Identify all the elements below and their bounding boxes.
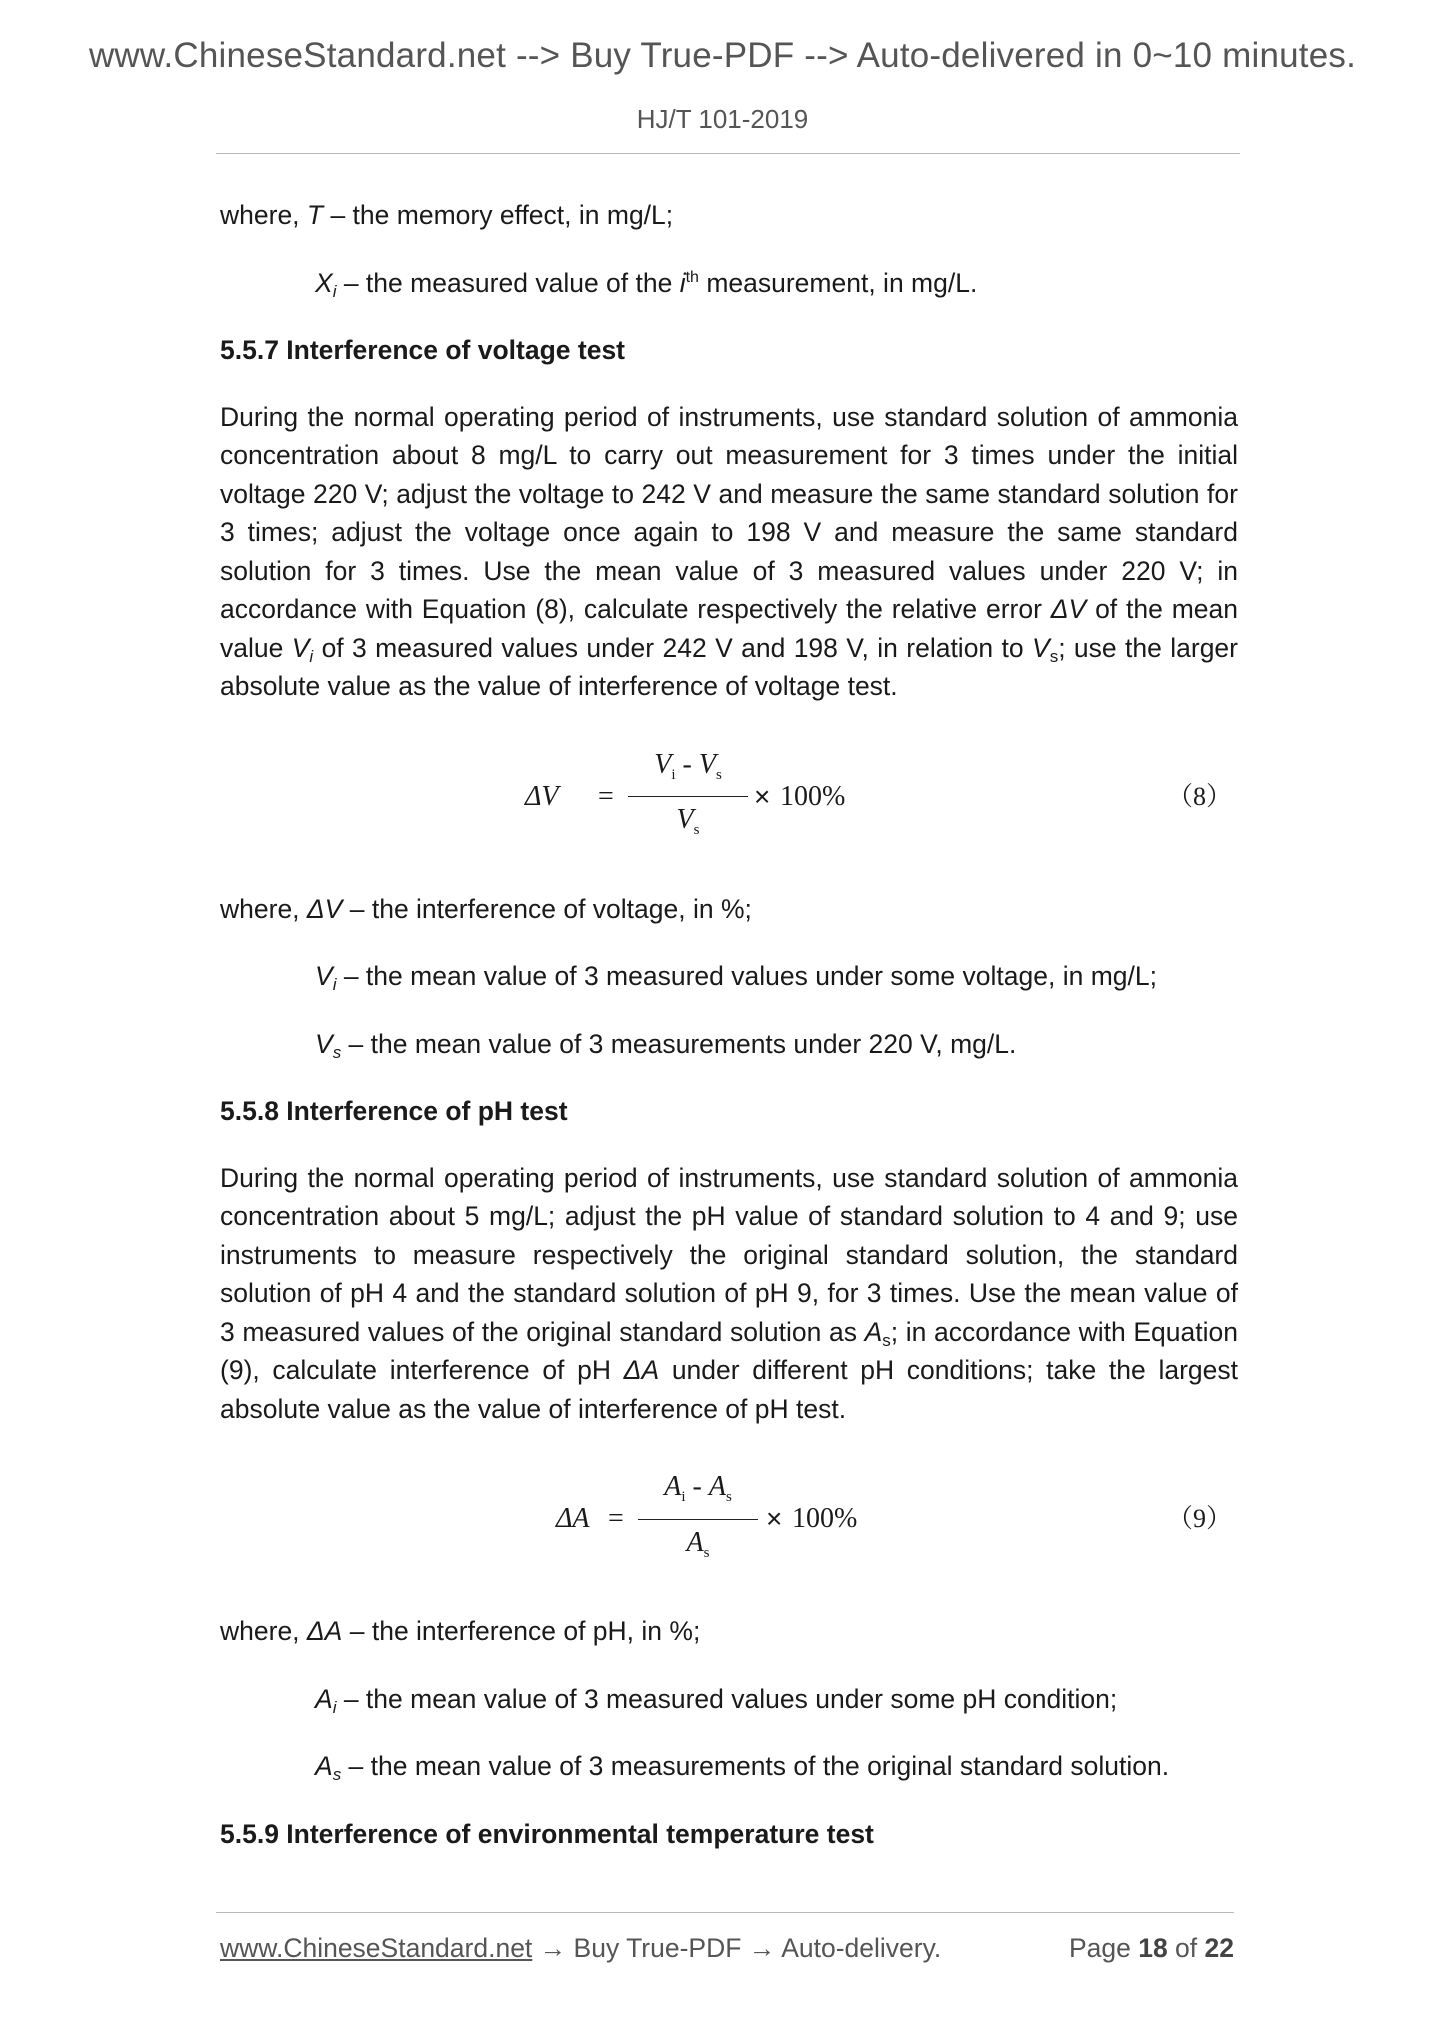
para-text: During the normal operating period of instruments, use standard solution of ammonia concentration about 8 mg/L to carry out measurement for 3 times under the initial voltage 220 V; adjust the voltage to 242 V and measure the same standard solution for 3 times; adjust the voltage once again to 198 V and measure the same standard solution for 3 times. Use the mean value of 3 measured values under 220 V; in accordance with Equation (8), calculate respectively the relative error bbox=[220, 401, 1238, 624]
equation-lhs: ΔV bbox=[525, 780, 559, 812]
arrow-icon: → bbox=[532, 1933, 574, 1963]
symbol-delta-a: ΔA bbox=[306, 1616, 343, 1646]
symbol-a: A bbox=[864, 1316, 883, 1347]
equation-9 bbox=[220, 1464, 1238, 1574]
of-label: of bbox=[1167, 1933, 1205, 1963]
memory-effect-def-t bbox=[220, 196, 1238, 235]
def-text: – the mean value of 3 measurements of the original standard solution. bbox=[341, 1751, 1170, 1781]
symbol-v: V bbox=[1032, 632, 1050, 663]
symbol-v-sub: s bbox=[332, 1042, 342, 1062]
equals-sign: = bbox=[598, 780, 614, 812]
voltage-def-vi bbox=[220, 957, 1238, 996]
document-code: HJ/T 101-2019 bbox=[636, 104, 809, 134]
para-text: During the normal operating period of instruments, use standard solution of ammonia concentration about 5 mg/L; adjust the pH value of standard solution to 4 and 9; use instruments to measure respectively the original standard solution, the standard solution of pH 4 and the standard solution of pH 9, for 3 times. Use the mean value of 3 measured values of the original standard solution as bbox=[220, 1162, 1238, 1347]
where-label: where, bbox=[220, 1616, 307, 1646]
symbol-delta-v: ΔV bbox=[306, 893, 343, 924]
para-text: ; in accordance with Equation (9), calculate interference of pH bbox=[220, 1316, 1238, 1385]
paragraph-ph-test bbox=[220, 1159, 1238, 1429]
section-heading-557: 5.5.7 Interference of voltage test bbox=[220, 335, 626, 365]
arrow-icon: → bbox=[741, 1933, 782, 1963]
ph-def-as bbox=[220, 1747, 1238, 1786]
def-text: – the interference of voltage, in %; bbox=[342, 893, 752, 924]
def-text: measurement, in mg/L. bbox=[698, 267, 978, 298]
fraction-denominator: $A_s$ bbox=[686, 1526, 710, 1561]
page-content bbox=[220, 196, 1238, 1881]
where-label: where, bbox=[220, 893, 307, 924]
para-text: of 3 measured values under 242 V and 198 V, in relation to bbox=[313, 632, 1033, 663]
footer-site-link[interactable]: www.ChineseStandard.net bbox=[220, 1933, 533, 1963]
symbol-v: V bbox=[315, 1028, 333, 1059]
superscript-th: th bbox=[685, 268, 699, 286]
def-text: – the mean value of 3 measured values under some voltage, in mg/L; bbox=[336, 961, 1157, 991]
symbol-delta-v: ΔV bbox=[1050, 594, 1087, 624]
footer-auto-text: Auto-delivery. bbox=[781, 1933, 942, 1963]
page-footer bbox=[220, 1933, 1234, 1973]
times-sign: × bbox=[754, 780, 771, 812]
equation-8 bbox=[220, 742, 1238, 852]
equation-number: （8） bbox=[1166, 781, 1232, 811]
fraction-denominator: $V_s$ bbox=[676, 804, 700, 838]
symbol-v: V bbox=[291, 632, 310, 663]
symbol-v-sub: i bbox=[309, 646, 314, 666]
percent-value: 100% bbox=[792, 1503, 858, 1534]
def-text: – the mean value of 3 measurements under 220 V, mg/L. bbox=[341, 1028, 1017, 1059]
where-label: where, bbox=[220, 200, 307, 230]
symbol-a: A bbox=[315, 1751, 333, 1781]
footer-links bbox=[220, 1933, 941, 1964]
equation-number: （9） bbox=[1166, 1504, 1232, 1533]
header-divider bbox=[216, 153, 1240, 154]
def-text: – the mean value of 3 measured values under some pH condition; bbox=[336, 1683, 1118, 1714]
symbol-a-sub: s bbox=[332, 1765, 342, 1784]
fraction-numerator: $A_i - A_s$ bbox=[664, 1471, 732, 1505]
symbol-i: i bbox=[679, 267, 686, 298]
footer-buy-text: Buy True-PDF bbox=[573, 1933, 742, 1963]
symbol-a-sub: s bbox=[882, 1330, 891, 1350]
symbol-a: A bbox=[315, 1683, 333, 1714]
equation-lhs: ΔA bbox=[556, 1503, 590, 1534]
symbol-a-sub: i bbox=[332, 1697, 337, 1717]
fraction bbox=[628, 746, 748, 850]
current-page: 18 bbox=[1138, 1933, 1168, 1963]
symbol-v-sub: i bbox=[332, 975, 337, 994]
fraction-bar bbox=[628, 796, 748, 797]
paragraph-voltage-test bbox=[220, 398, 1238, 706]
percent-value: 100% bbox=[780, 780, 846, 812]
symbol-x-sub: i bbox=[332, 281, 337, 301]
footer-divider bbox=[216, 1912, 1234, 1913]
ph-def-ai bbox=[220, 1680, 1238, 1719]
def-text: – the memory effect, in mg/L; bbox=[323, 200, 674, 230]
fraction bbox=[638, 1468, 758, 1572]
fraction-bar bbox=[638, 1519, 758, 1520]
section-heading-558: 5.5.8 Interference of pH test bbox=[220, 1096, 568, 1126]
def-text: – the interference of pH, in %; bbox=[342, 1616, 701, 1646]
voltage-def-dv bbox=[220, 890, 1238, 929]
symbol-t: T bbox=[306, 200, 324, 230]
page-number bbox=[1069, 1933, 1234, 1964]
voltage-def-vs bbox=[220, 1025, 1238, 1064]
symbol-v: V bbox=[315, 961, 333, 991]
fraction-numerator: $V_i - V_s$ bbox=[654, 748, 722, 783]
symbol-delta-a: ΔA bbox=[623, 1355, 660, 1385]
total-pages: 22 bbox=[1204, 1933, 1234, 1963]
para-text: under different pH conditions; take the largest absolute value as the value of interference of pH test. bbox=[220, 1355, 1238, 1424]
section-heading-559: 5.5.9 Interference of environmental temperature test bbox=[220, 1818, 874, 1849]
ph-def-da bbox=[220, 1612, 1238, 1651]
page-label: Page bbox=[1068, 1933, 1139, 1963]
para-text: ; use the larger absolute value as the value of interference of voltage test. bbox=[220, 632, 1238, 701]
memory-effect-def-xi bbox=[220, 264, 1238, 303]
def-text: – the measured value of the bbox=[336, 267, 680, 298]
para-text: of the mean value bbox=[220, 594, 1238, 663]
top-banner[interactable]: www.ChineseStandard.net --> Buy True-PDF --> Auto-delivered in 0~10 minutes. bbox=[88, 36, 1357, 75]
symbol-v-sub: s bbox=[1049, 646, 1059, 666]
symbol-x: X bbox=[315, 267, 333, 298]
times-sign: × bbox=[766, 1503, 783, 1534]
equals-sign: = bbox=[608, 1503, 624, 1534]
